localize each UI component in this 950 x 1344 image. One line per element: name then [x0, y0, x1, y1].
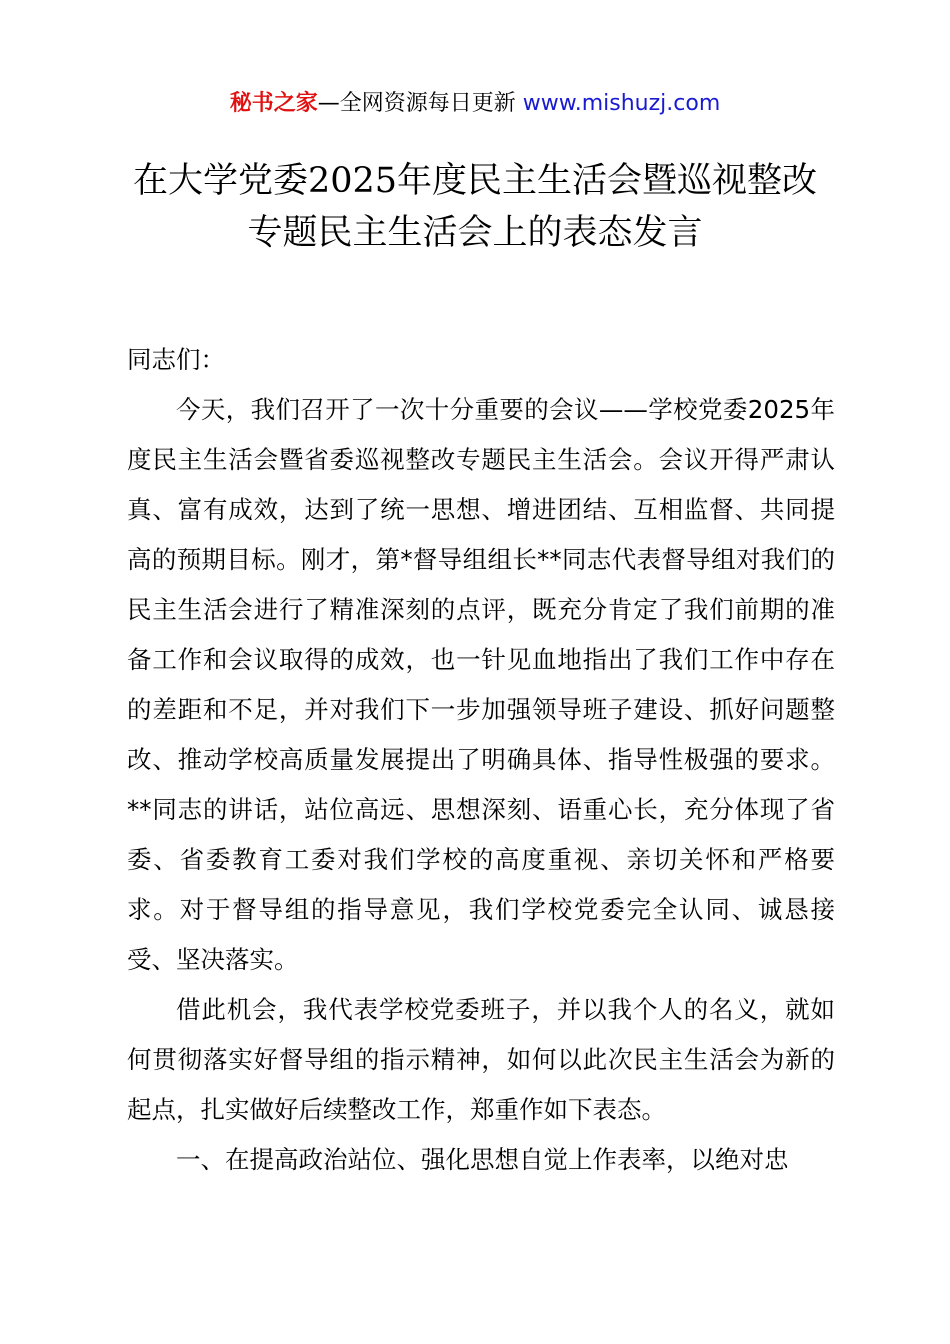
paragraph-3: 一、在提高政治站位、强化思想自觉上作表率，以绝对忠 — [176, 1145, 789, 1174]
paragraph-2: 借此机会，我代表学校党委班子，并以我个人的名义，就如何贯彻落实好督导组的指示精神，如何以此次民主生活会为新的起点，扎实做好后续整改工作，郑重作如下表态。 — [127, 995, 835, 1124]
site-tagline: —全网资源每日更新 — [317, 91, 523, 116]
site-url-link[interactable]: www.mishuzj.com — [522, 91, 721, 116]
title-line-1: 在大学党委2025年度民主生活会暨巡视整改 — [132, 161, 818, 201]
paragraph-1: 今天，我们召开了一次十分重要的会议——学校党委2025年度民主生活会暨省委巡视整改专题民主生活会。会议开得严肃认真、富有成效，达到了统一思想、增进团结、互相监督、共同提高的预期目标。刚才，第*督导组组长**同志代表督导组对我们的民主生活会进行了精准深刻的点评，既充分肯定了我们前期的准备工作和会议取得的成效，也一针见血地指出了我们工作中存在的差距和不足，并对我们下一步加强领导班子建设、抓好问题整改、推动学校高质量发展提出了明确具体、指导性极强的要求。**同志的讲话，站位高远、思想深刻、语重心长，充分体现了省委、省委教育工委对我们学校的高度重视、亲切关怀和严格要求。对于督导组的指导意见，我们学校党委完全认同、诚恳接受、坚决落实。 — [127, 395, 835, 974]
site-brand: 秘书之家 — [229, 91, 318, 116]
site-header — [0, 88, 950, 120]
salutation: 同志们： — [127, 345, 225, 374]
document-body — [127, 335, 835, 1185]
document-title — [60, 155, 890, 259]
title-line-2: 专题民主生活会上的表态发言 — [247, 213, 703, 253]
